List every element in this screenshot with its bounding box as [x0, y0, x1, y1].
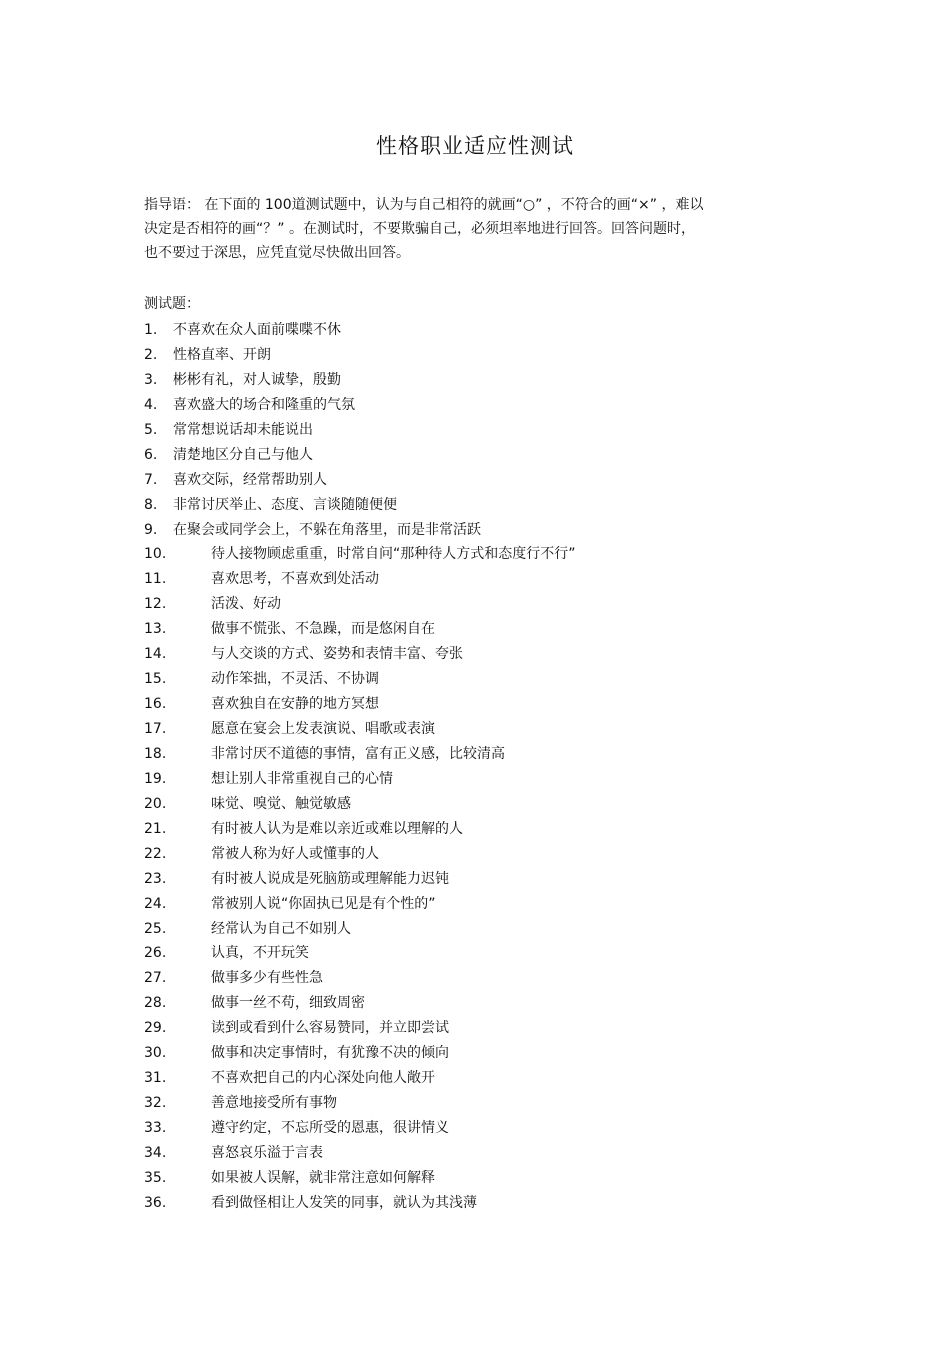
question-text: 不喜欢把自己的内心深处向他人敞开 [211, 1070, 435, 1087]
question-item [0, 966, 950, 991]
question-item [0, 667, 950, 692]
instructions [144, 193, 824, 265]
question-number: 30. [144, 1045, 167, 1062]
question-number: 27. [144, 970, 167, 987]
question-number: 7. [144, 471, 158, 488]
question-text: 待人接物顾虑重重，时常自问“那种待人方式和态度行不行” [211, 546, 576, 563]
question-item [0, 1016, 950, 1041]
question-text: 清楚地区分自己与他人 [173, 446, 313, 463]
question-number: 20. [144, 795, 167, 812]
question-text: 认真，不开玩笑 [211, 945, 309, 962]
question-text: 如果被人误解，就非常注意如何解释 [211, 1169, 435, 1186]
question-text: 喜怒哀乐溢于言表 [211, 1144, 323, 1161]
question-text: 做事不慌张、不急躁，而是悠闲自在 [211, 621, 435, 638]
question-text: 动作笨拙，不灵活、不协调 [211, 671, 379, 688]
question-item [0, 368, 950, 393]
question-item [0, 917, 950, 942]
question-text: 喜欢独自在安静的地方冥想 [211, 696, 379, 713]
question-text: 活泼、好动 [211, 596, 281, 613]
question-item [0, 343, 950, 368]
question-number: 16. [144, 696, 167, 713]
question-item [0, 1116, 950, 1141]
question-number: 25. [144, 920, 167, 937]
question-text: 喜欢交际，经常帮助别人 [173, 471, 327, 488]
question-number: 22. [144, 845, 167, 862]
question-item [0, 1066, 950, 1091]
question-text: 喜欢盛大的场合和隆重的气氛 [173, 396, 355, 413]
question-number: 35. [144, 1169, 167, 1186]
question-item [0, 418, 950, 443]
question-text: 做事多少有些性急 [211, 970, 323, 987]
instructions-line: 决定是否相符的画“？” 。在测试时，不要欺骗自己，必须坦率地进行回答。回答问题时， [144, 221, 695, 237]
question-item [0, 1091, 950, 1116]
question-text: 常被别人说“你固执已见是有个性的” [211, 895, 436, 912]
question-number: 11. [144, 571, 167, 588]
question-number: 2. [144, 346, 158, 363]
question-item [0, 443, 950, 468]
question-text: 喜欢思考，不喜欢到处活动 [211, 571, 379, 588]
question-text: 遵守约定，不忘所受的恩惠，很讲情义 [211, 1120, 449, 1136]
question-number: 29. [144, 1020, 167, 1037]
question-number: 24. [144, 895, 167, 912]
question-text: 做事一丝不苟，细致周密 [211, 995, 365, 1012]
question-text: 善意地接受所有事物 [211, 1095, 337, 1112]
question-list [0, 318, 950, 1216]
question-text: 愿意在宴会上发表演说、唱歌或表演 [211, 721, 435, 737]
question-number: 17. [144, 721, 167, 737]
question-number: 36. [144, 1194, 167, 1211]
question-number: 13. [144, 621, 167, 638]
question-item [0, 642, 950, 667]
question-text: 常被人称为好人或懂事的人 [211, 845, 379, 862]
question-number: 12. [144, 596, 167, 613]
question-number: 10. [144, 546, 167, 563]
question-number: 18. [144, 745, 167, 762]
question-item [0, 592, 950, 617]
question-number: 32. [144, 1095, 167, 1112]
instructions-line: 指导语： 在下面的 100道测试题中，认为与自己相符的就画“○” ，不符合的画“×” ，难以 [144, 197, 704, 213]
question-number: 34. [144, 1144, 167, 1161]
question-number: 15. [144, 671, 167, 688]
question-text: 在聚会或同学会上，不躲在角落里，而是非常活跃 [173, 521, 481, 538]
question-text: 有时被人说成是死脑筋或理解能力迟钝 [211, 870, 449, 887]
question-item [0, 617, 950, 642]
question-item [0, 1166, 950, 1191]
question-item [0, 892, 950, 917]
question-text: 想让别人非常重视自己的心情 [211, 770, 393, 787]
question-number: 33. [144, 1120, 167, 1136]
question-text: 读到或看到什么容易赞同，并立即尝试 [211, 1020, 449, 1037]
question-item [0, 867, 950, 892]
question-text: 非常讨厌不道德的事情，富有正义感，比较清高 [211, 745, 505, 762]
question-number: 1. [144, 322, 158, 338]
question-number: 31. [144, 1070, 167, 1087]
question-number: 21. [144, 820, 167, 837]
question-number: 28. [144, 995, 167, 1012]
question-number: 26. [144, 945, 167, 962]
question-item [0, 1191, 950, 1216]
question-item [0, 493, 950, 518]
question-number: 14. [144, 646, 167, 663]
instructions-line: 也不要过于深思，应凭直觉尽快做出回答。 [144, 245, 410, 261]
question-text: 非常讨厌举止、态度、言谈随随便便 [173, 496, 397, 513]
question-text: 常常想说话却未能说出 [173, 421, 313, 438]
question-number: 4. [144, 396, 158, 413]
question-item [0, 941, 950, 966]
question-number: 23. [144, 870, 167, 887]
question-item [0, 817, 950, 842]
question-item [0, 792, 950, 817]
question-item [0, 742, 950, 767]
question-number: 8. [144, 496, 158, 513]
question-item [0, 991, 950, 1016]
question-text: 味觉、嗅觉、触觉敏感 [211, 795, 351, 812]
question-item [0, 468, 950, 493]
question-item [0, 842, 950, 867]
question-text: 性格直率、开朗 [173, 346, 271, 363]
question-item [0, 692, 950, 717]
question-item [0, 542, 950, 567]
question-number: 19. [144, 770, 167, 787]
document-title: 性格职业适应性测试 [376, 134, 574, 158]
section-label: 测试题： [144, 296, 200, 312]
question-text: 有时被人认为是难以亲近或难以理解的人 [211, 820, 463, 837]
question-text: 看到做怪相让人发笑的同事，就认为其浅薄 [211, 1194, 477, 1211]
question-item [0, 717, 950, 742]
question-number: 6. [144, 446, 158, 463]
question-text: 彬彬有礼，对人诚挚，殷勤 [173, 371, 341, 388]
question-item [0, 393, 950, 418]
question-item [0, 767, 950, 792]
question-item [0, 1141, 950, 1166]
question-item [0, 1041, 950, 1066]
question-number: 9. [144, 521, 158, 538]
question-text: 与人交谈的方式、姿势和表情丰富、夸张 [211, 646, 463, 663]
question-text: 做事和决定事情时，有犹豫不决的倾向 [211, 1045, 449, 1062]
question-item [0, 518, 950, 543]
question-number: 5. [144, 421, 158, 438]
question-item [0, 318, 950, 343]
question-item [0, 567, 950, 592]
question-text: 经常认为自己不如别人 [211, 920, 351, 937]
question-number: 3. [144, 371, 158, 388]
question-text: 不喜欢在众人面前喋喋不休 [173, 322, 341, 338]
